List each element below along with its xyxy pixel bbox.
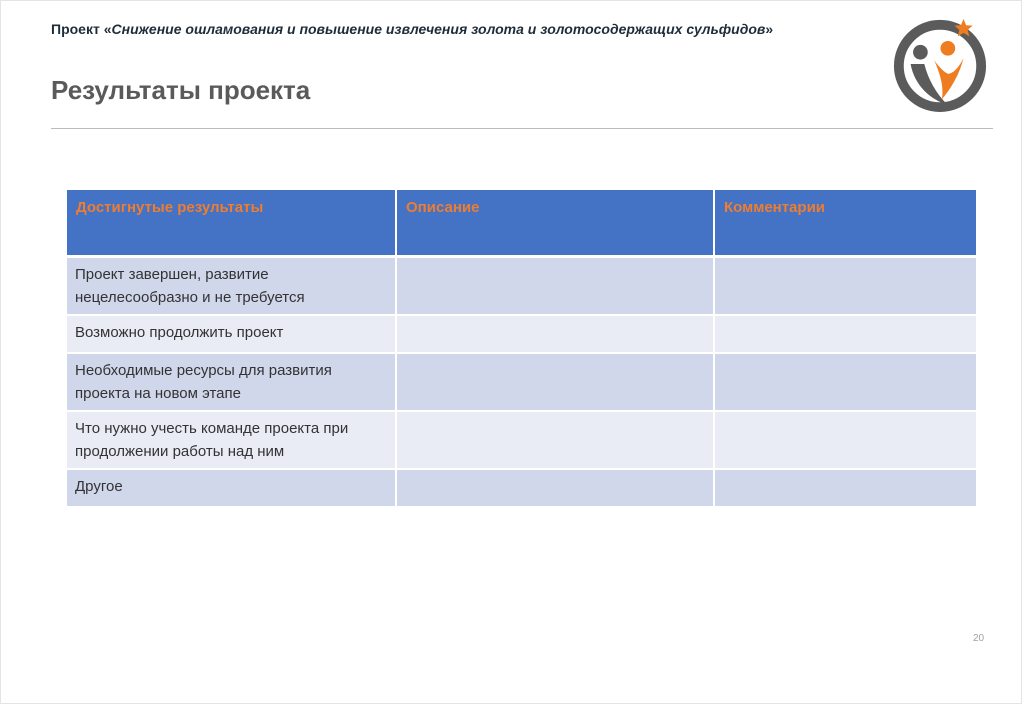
team-star-logo-icon [891,15,989,113]
table-row [67,316,976,354]
header-comments: Комментарии [715,190,976,258]
table-header-row [67,190,976,258]
result-cell: Возможно продолжить проект [67,316,397,354]
header-achieved-results: Достигнутые результаты [67,190,397,258]
title-divider [51,128,993,129]
comment-cell[interactable] [715,412,976,470]
description-cell[interactable] [397,354,715,412]
project-line [51,21,773,37]
comment-cell[interactable] [715,258,976,316]
project-prefix: Проект « [51,21,112,37]
page-number: 20 [973,633,985,644]
header-description: Описание [397,190,715,258]
description-cell[interactable] [397,412,715,470]
project-suffix: » [765,21,774,37]
project-name: Снижение ошламования и повышение извлечения золота и золотосодержащих сульфидов [111,21,766,37]
result-cell: Проект завершен, развитие нецелесообразно и не требуется [67,258,397,316]
table-row [67,412,976,470]
description-cell[interactable] [397,316,715,354]
comment-cell[interactable] [715,470,976,508]
result-cell: Что нужно учесть команде проекта при продолжении работы над ним [67,412,397,470]
comment-cell[interactable] [715,316,976,354]
description-cell[interactable] [397,470,715,508]
table-row [67,470,976,508]
results-table [67,190,976,508]
result-cell: Другое [67,470,397,508]
comment-cell[interactable] [715,354,976,412]
page-title: Результаты проекта [51,75,311,105]
table-row [67,354,976,412]
description-cell[interactable] [397,258,715,316]
result-cell: Необходимые ресурсы для развития проекта на новом этапе [67,354,397,412]
table-row [67,258,976,316]
